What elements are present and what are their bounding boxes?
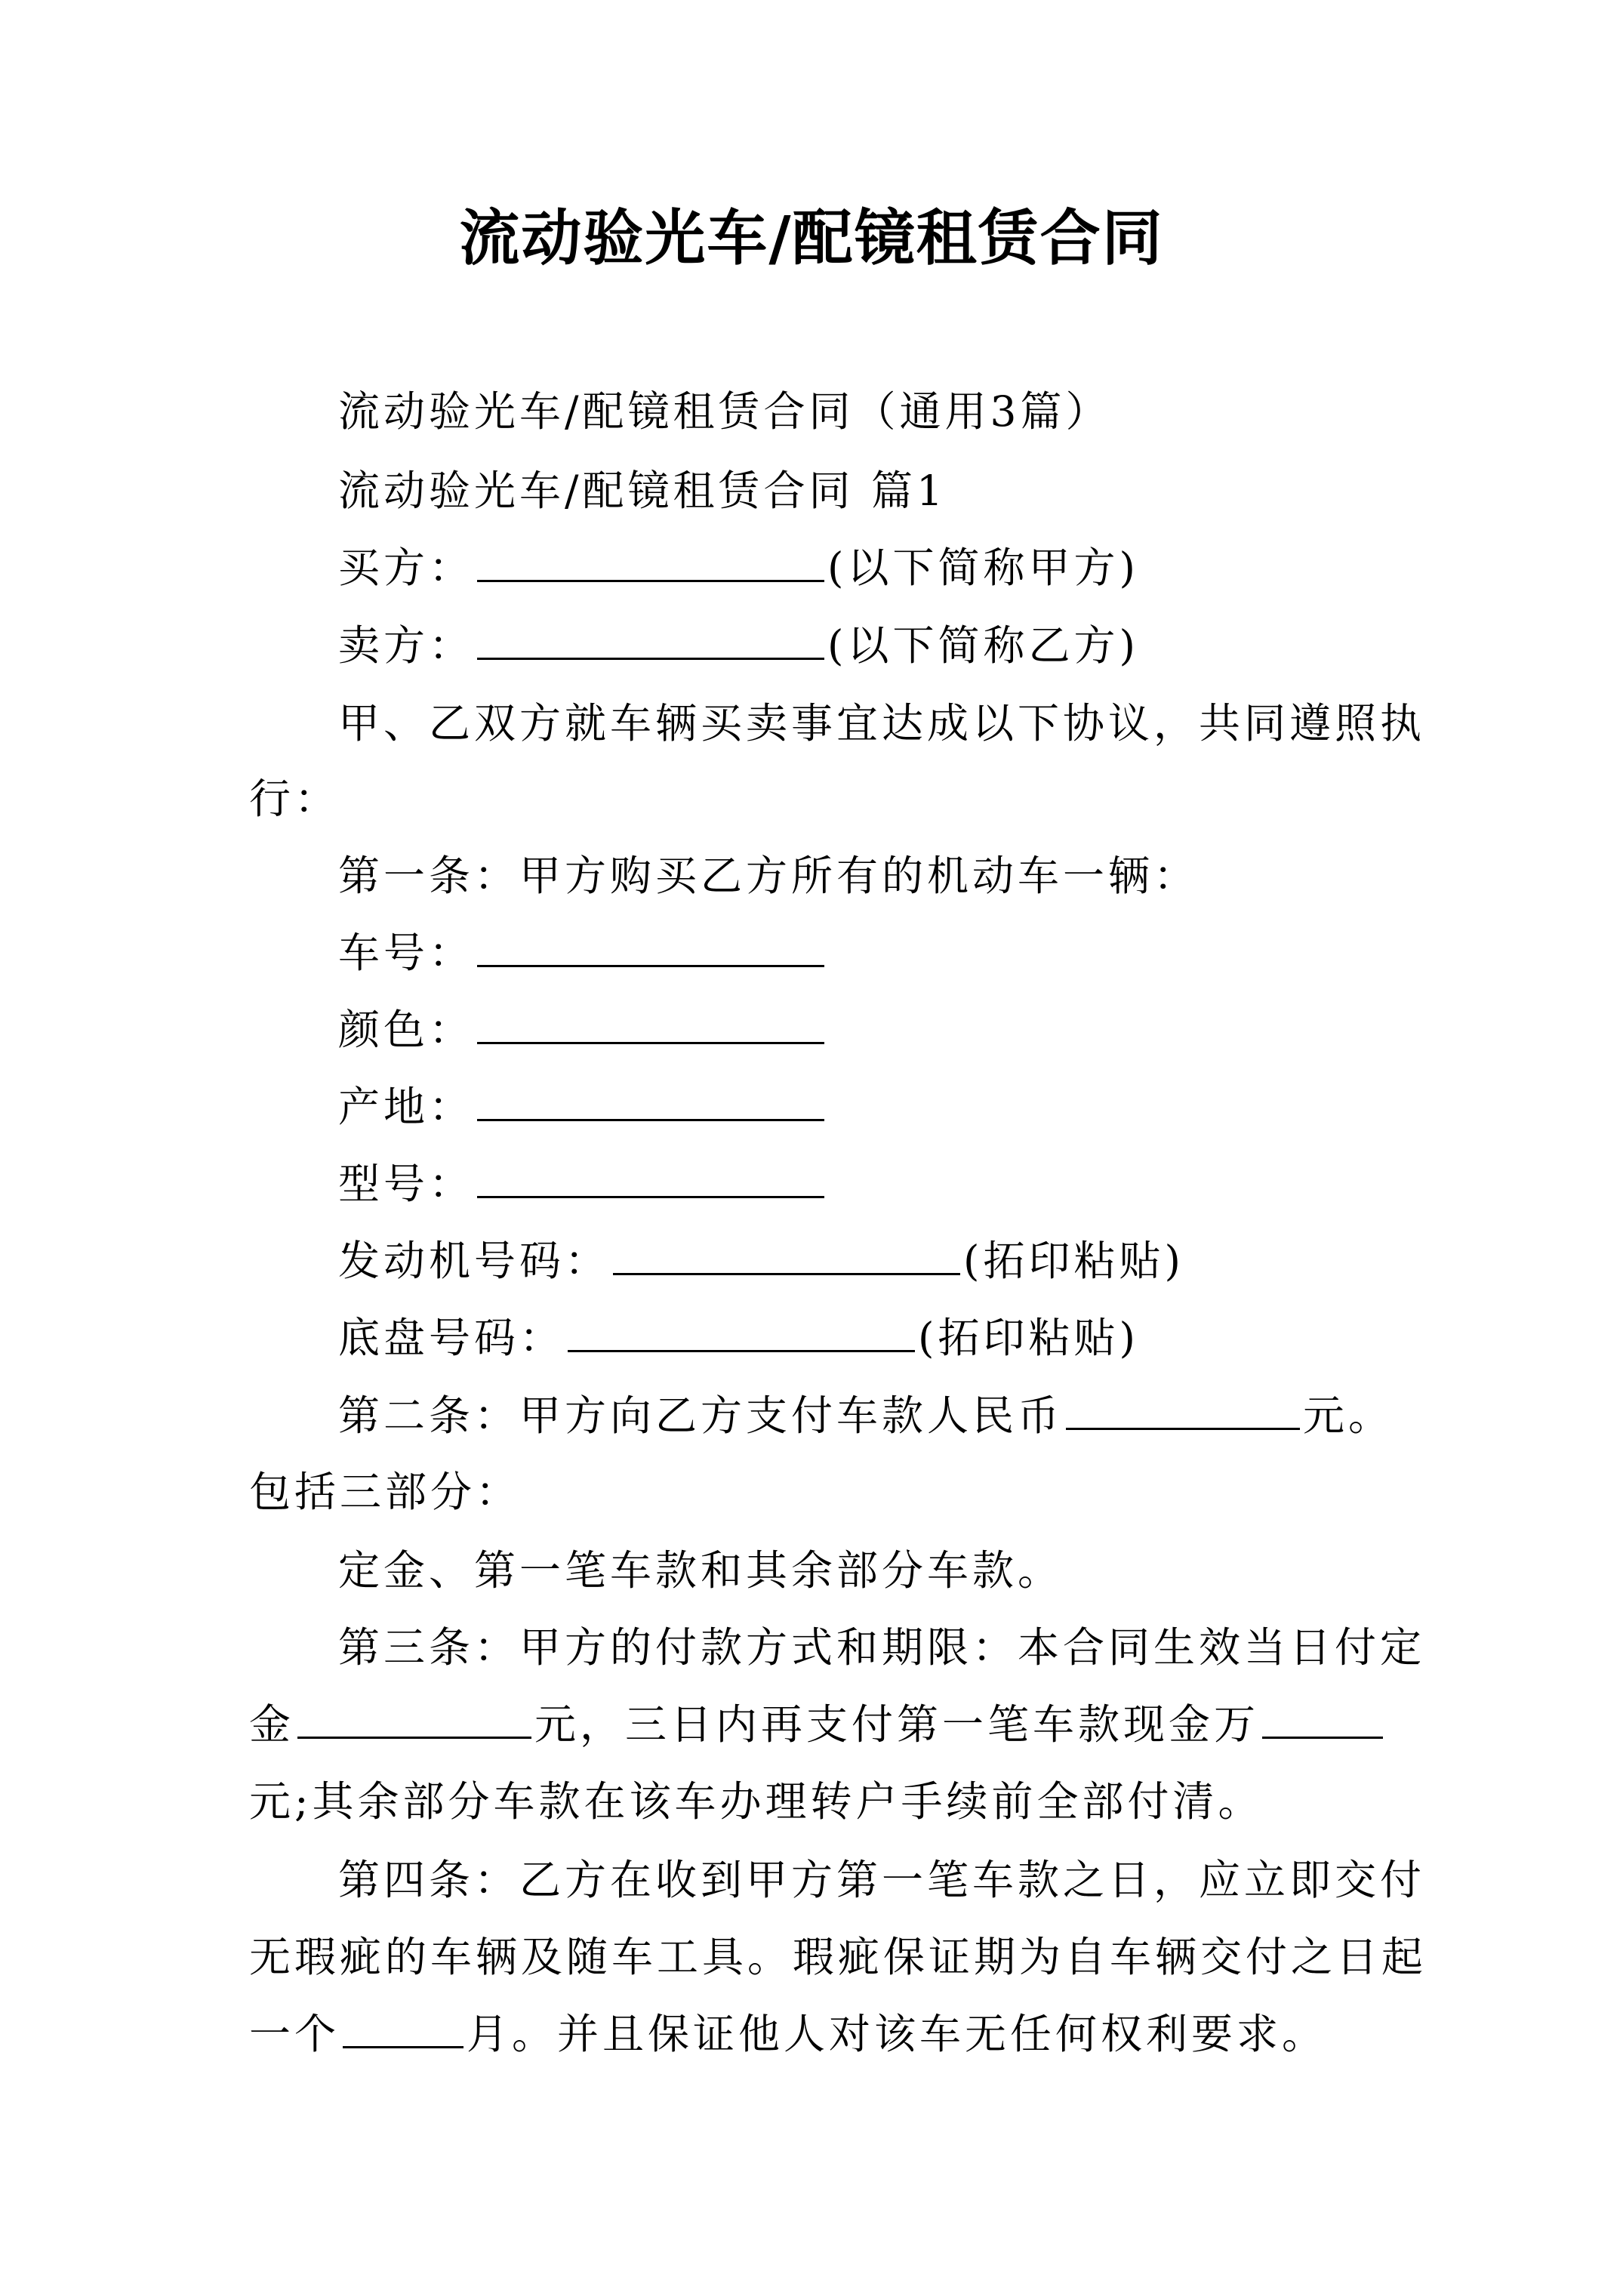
buyer-suffix: (以下简称甲方) bbox=[827, 544, 1139, 592]
seller-suffix: (以下简称乙方) bbox=[827, 621, 1139, 670]
plate-blank bbox=[477, 923, 824, 967]
article-4-line-1: 第四条：乙方在收到甲方第一笔车款之日，应立即交付 bbox=[338, 1856, 1426, 1904]
warranty-blank bbox=[343, 2004, 463, 2048]
article-2-line-1 bbox=[338, 1385, 1394, 1446]
engine-suffix: (拓印粘贴) bbox=[963, 1237, 1184, 1285]
article-3-line-3: 元;其余部分车款在该车办理转户手续前全部付清。 bbox=[249, 1777, 1264, 1826]
article-4-line-3 bbox=[249, 2004, 1327, 2064]
article-2-suffix: 元。 bbox=[1303, 1391, 1394, 1440]
engine-blank bbox=[613, 1231, 960, 1275]
model-label: 型号： bbox=[338, 1160, 475, 1208]
seller-line bbox=[338, 615, 1139, 676]
article-3-part-b: 元，三日内再支付第一笔车款现金万 bbox=[534, 1700, 1260, 1749]
article-4-part-a: 一个 bbox=[249, 2010, 340, 2058]
seller-label: 卖方： bbox=[338, 621, 475, 670]
engine-label: 发动机号码： bbox=[338, 1237, 611, 1285]
color-line bbox=[338, 1000, 827, 1060]
article-2-prefix: 第二条：甲方向乙方支付车款人民币 bbox=[338, 1391, 1064, 1440]
origin-line bbox=[338, 1077, 827, 1137]
plate-line bbox=[338, 923, 827, 983]
chassis-suffix: (拓印粘贴) bbox=[918, 1314, 1139, 1362]
intro-line-2: 行： bbox=[249, 775, 340, 823]
intro-line-1: 甲、乙双方就车辆买卖事宜达成以下协议，共同遵照执 bbox=[338, 699, 1426, 747]
article-3-line-1: 第三条：甲方的付款方式和期限：本合同生效当日付定 bbox=[338, 1623, 1426, 1672]
chassis-line bbox=[338, 1308, 1139, 1368]
article-4-line-2: 无瑕疵的车辆及随车工具。瑕疵保证期为自车辆交付之日起 bbox=[249, 1933, 1427, 1981]
buyer-blank bbox=[477, 538, 824, 582]
article-2-line-2: 包括三部分： bbox=[249, 1468, 522, 1516]
article-4-part-b: 月。并且保证他人对该车无任何权利要求。 bbox=[467, 2010, 1328, 2058]
article-1: 第一条：甲方购买乙方所有的机动车一辆： bbox=[338, 852, 1200, 900]
model-blank bbox=[477, 1154, 824, 1198]
deposit-blank bbox=[297, 1694, 531, 1739]
subtitle: 流动验光车/配镜租赁合同（通用3篇） bbox=[338, 387, 1111, 436]
buyer-label: 买方： bbox=[338, 544, 475, 592]
article-3-line-2 bbox=[249, 1694, 1386, 1755]
chapter-heading: 流动验光车/配镜租赁合同 篇1 bbox=[338, 467, 947, 515]
chassis-label: 底盘号码： bbox=[338, 1314, 565, 1362]
buyer-line bbox=[338, 538, 1139, 598]
price-blank bbox=[1066, 1385, 1300, 1430]
page-title: 流动验光车/配镜租赁合同 bbox=[459, 202, 1164, 273]
article-2-detail: 定金、第一笔车款和其余部分车款。 bbox=[338, 1546, 1064, 1595]
engine-line bbox=[338, 1231, 1184, 1291]
origin-blank bbox=[477, 1077, 824, 1121]
model-line bbox=[338, 1154, 827, 1214]
seller-blank bbox=[477, 615, 824, 660]
color-label: 颜色： bbox=[338, 1006, 475, 1054]
color-blank bbox=[477, 1000, 824, 1044]
article-3-part-a: 金 bbox=[249, 1700, 295, 1749]
plate-label: 车号： bbox=[338, 929, 475, 977]
first-payment-blank bbox=[1262, 1694, 1383, 1739]
chassis-blank bbox=[568, 1308, 915, 1352]
origin-label: 产地： bbox=[338, 1083, 475, 1131]
